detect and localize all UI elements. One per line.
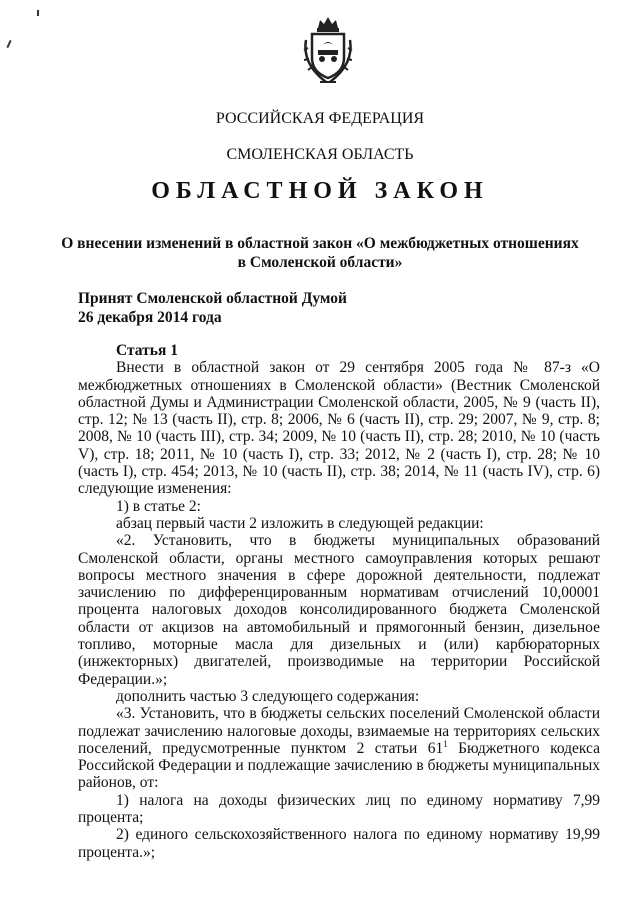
- scan-mark: [6, 40, 11, 48]
- adoption-date: 26 декабря 2014 года: [78, 309, 222, 326]
- sub-item: 2) единого сельскохозяйственного налога по единому нормативу 19,99 процента.»;: [78, 826, 600, 861]
- scan-mark: [37, 10, 39, 16]
- law-subject-line: О внесении изменений в областной закон «О межбюджетных отношениях: [61, 235, 579, 252]
- superscript: 1: [443, 738, 448, 749]
- adoption-info: [78, 289, 347, 327]
- article-heading: Статья 1: [116, 342, 178, 359]
- region-heading: СМОЛЕНСКАЯ ОБЛАСТЬ: [226, 146, 414, 163]
- adoption-body: Принят Смоленской областной Думой: [78, 290, 347, 307]
- quoted-paragraph: «2. Установить, что в бюджеты муниципальных образований Смоленской области, органы местного самоуправления которых решают вопросы местного значения в сфере дорожной деятельности, подлежат зачислению по дифференцированным нормативам отчислений 10,00001 процента налоговых доходов консолидированного бюджета Смоленской области от акцизов на автомобильный и прямогонный бензин, дизельное топливо, моторные масла для дизельных и (или) карбюраторных (инжекторных) двигателей, производимые на территории Российской Федерации.»;: [78, 532, 600, 688]
- law-subject-line: в Смоленской области»: [237, 254, 403, 271]
- law-body: [78, 342, 600, 861]
- article-intro: Внести в областной закон от 29 сентября 2005 года № 87-з «О межбюджетных отношениях в Смоленской области» (Вестник Смоленской областной Думы и Администрации Смоленской области, 2005, № 9 (часть II), стр. 12; № 13 (часть II), стр. 8; 2006, № 6 (часть II), стр. 29; 2007, № 9, стр. 8; 2008, № 10 (часть III), стр. 34; 2009, № 10 (часть II), стр. 28; 2010, № 10 (часть V), стр. 18; 2011, № 10 (часть I), стр. 33; 2012, № 2 (часть I), стр. 28; № 10 (часть I), стр. 454; 2013, № 10 (часть II), стр. 38; 2014, № 11 (часть IV), стр. 6) следующие изменения:: [78, 359, 600, 498]
- document-type-title: ОБЛАСТНОЙ ЗАКОН: [151, 178, 489, 204]
- quoted-paragraph: [78, 705, 600, 791]
- quote-text: «3. Установить, что в бюджеты сельских поселений Смоленской области подлежат зачислению налоговые доходы, взимаемые на территориях сельских поселений, предусмотренные пунктом 2 статьи 61: [78, 705, 600, 757]
- list-item: абзац первый части 2 изложить в следующей редакции:: [116, 514, 484, 532]
- sub-item: 1) налога на доходы физических лиц по единому нормативу 7,99 процента;: [78, 791, 600, 827]
- list-item: дополнить частью 3 следующего содержания:: [116, 687, 420, 705]
- quote-text: Бюджетного кодекса Российской Федерации и подлежащие зачислению в бюджеты муниципальных районов, от:: [78, 739, 600, 792]
- law-subject: [0, 234, 640, 272]
- list-item: 1) в статье 2:: [116, 497, 201, 515]
- coat-of-arms-emblem: [296, 14, 360, 86]
- country-heading: РОССИЙСКАЯ ФЕДЕРАЦИЯ: [215, 110, 425, 127]
